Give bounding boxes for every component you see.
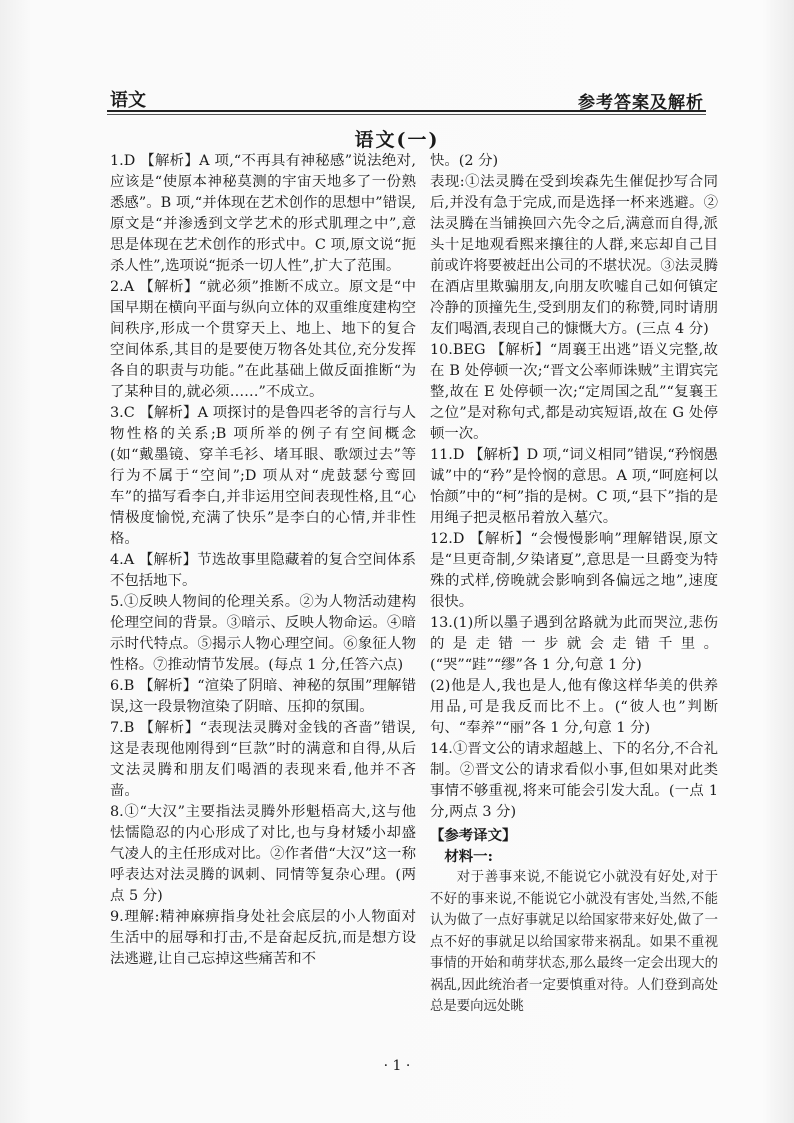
header-rule-thin: [107, 114, 706, 115]
answer-5: 5.①反映人物间的伦理关系。②为人物活动建构伦理空间的背景。③暗示、反映人物命运。④暗示时代特点。⑤揭示人物心理空间。⑥象征人物性格。⑦推动情节发展。(每点 1 分,任答六点): [110, 594, 416, 673]
right-column: [430, 151, 718, 1018]
answer-1: 1.D 【解析】A 项,“不再具有神秘感”说法绝对,应该是“使原本神秘莫测的宇宙天地多了一份熟悉感”。B 项,“并体现在艺术创作的思想中”错误,原文是“并渗透到文学艺术的形式肌理之中”,意思是体现在艺术创作的形式中。C 项,原文说“扼杀人性”,选项说“扼杀一切人性”,扩大了范围。: [110, 153, 416, 274]
answer-3: 3.C 【解析】A 项探讨的是鲁四老爷的言行与人物性格的关系;B 项所举的例子有空间概念(如“戴墨镜、穿羊毛衫、堵耳眼、歌颂过去”等行为不属于“空间”;D 项从对“虎鼓瑟兮鸾回车”的描写看李白,并非运用空间表现性格,且“心情极度愉悦,充满了快乐”是李白的心情,并非性格。: [110, 405, 416, 547]
page-title: 语文(一): [354, 129, 440, 151]
header-subject: 语文: [110, 90, 146, 111]
translation-text: 对于善事来说,不能说它小就没有好处,对于不好的事来说,不能说它小就没有害处,当然,不能认为做了一点好事就足以给国家带来好处,做了一点不好的事就足以给国家带来祸乱。如果不重视事情的开始和萌芽状态,那么最终一定会出现大的祸乱,因此统治者一定要慎重对待。人们登到高处总是要向远处眺: [430, 870, 718, 1014]
answer-13-1: 13.(1)所以墨子遇到岔路就为此而哭泣,悲伤的是走错一步就会走错千里。(“哭”“跬”“缪”各 1 分,句意 1 分): [430, 615, 718, 673]
answer-10: 10.BEG 【解析】“周襄王出逃”语义完整,故在 B 处停顿一次;“晋文公率师诛贼”主谓宾完整,故在 E 处停顿一次;“定周国之乱”“复襄王之位”是对称句式,都是动宾短语,故在 G 处停顿一次。: [430, 342, 718, 442]
answer-6: 6.B 【解析】“渲染了阴暗、神秘的氛围”理解错误,这一段景物渲染了阴暗、压抑的氛围。: [110, 678, 416, 715]
answer-9: 9.理解:精神麻痹指身处社会底层的小人物面对生活中的屈辱和打击,不是奋起反抗,而是想方设法逃避,让自己忘掉这些痛苦和不: [110, 909, 416, 967]
page-number: · 1 ·: [383, 1058, 411, 1074]
answer-4: 4.A 【解析】节选故事里隐藏着的复合空间体系不包括地下。: [110, 552, 416, 589]
answer-9-cont: 快。(2 分): [430, 153, 499, 169]
answer-9-performance: 表现:①法灵腾在受到埃森先生催促抄写合同后,并没有急于完成,而是选择一杯来逃避。②法灵腾在当铺换回六先令之后,满意而自得,派头十足地观看熙来攘往的人群,来忘却自己目前或许将要被赶出公司的不堪状况。③法灵腾在酒店里欺骗朋友,向朋友吹嘘自己如何镇定冷静的顶撞先生,受到朋友们的称赞,同时请朋友们喝酒,表现自己的慷慨大方。(三点 4 分): [430, 174, 718, 337]
left-column: [110, 151, 416, 970]
header-title: 参考答案及解析: [578, 93, 704, 113]
translation-material-label: 材料一:: [444, 848, 493, 865]
answer-8: 8.①“大汉”主要指法灵腾外形魁梧高大,这与他怯懦隐忍的内心形成了对比,也与身材矮小却盛气凌人的主任形成对比。②作者借“大汉”这一称呼表达对法灵腾的讽刺、同情等复杂心理。(两点 5 分): [110, 804, 416, 904]
answer-11: 11.D 【解析】D 项,“词义相同”错误,“矜悯愚诚”中的“矜”是怜悯的意思。A 项,“呵庭柯以怡颜”中的“柯”指的是树。C 项,“县下”指的是用绳子把灵柩吊着放入墓穴。: [430, 447, 718, 526]
answer-12: 12.D 【解析】“会慢慢影响”理解错误,原文是“旦更奇制,夕染诸夏”,意思是一旦爵变为特殊的式样,傍晚就会影响到各偏远之地”,速度很快。: [430, 531, 718, 610]
answer-7: 7.B 【解析】“表现法灵腾对金钱的吝啬”错误,这是表现他刚得到“巨款”时的满意和自得,从后文法灵腾和朋友们喝酒的表现来看,他并不吝啬。: [110, 720, 416, 799]
header-rule: [107, 110, 706, 112]
answer-13-2: (2)他是人,我也是人,他有像这样华美的供养用品,可是我反而比不上。(“彼人也”判断句、“奉养”“丽”各 1 分,句意 1 分): [430, 678, 718, 736]
translation-heading: 【参考译文】: [430, 827, 517, 844]
answer-2: 2.A 【解析】“就必须”推断不成立。原文是“中国早期在横向平面与纵向立体的双重维度建构空间秩序,形成一个贯穿天上、地上、地下的复合空间体系,其目的是要使万物各处其位,充分发挥各自的职责与功能。”在此基础上做反面推断“为了某种目的,就必须……”不成立。: [110, 279, 416, 400]
answer-14: 14.①晋文公的请求超越上、下的名分,不合礼制。②晋文公的请求看似小事,但如果对此类事情不够重视,将来可能会引发大乱。(一点 1 分,两点 3 分): [430, 741, 718, 820]
